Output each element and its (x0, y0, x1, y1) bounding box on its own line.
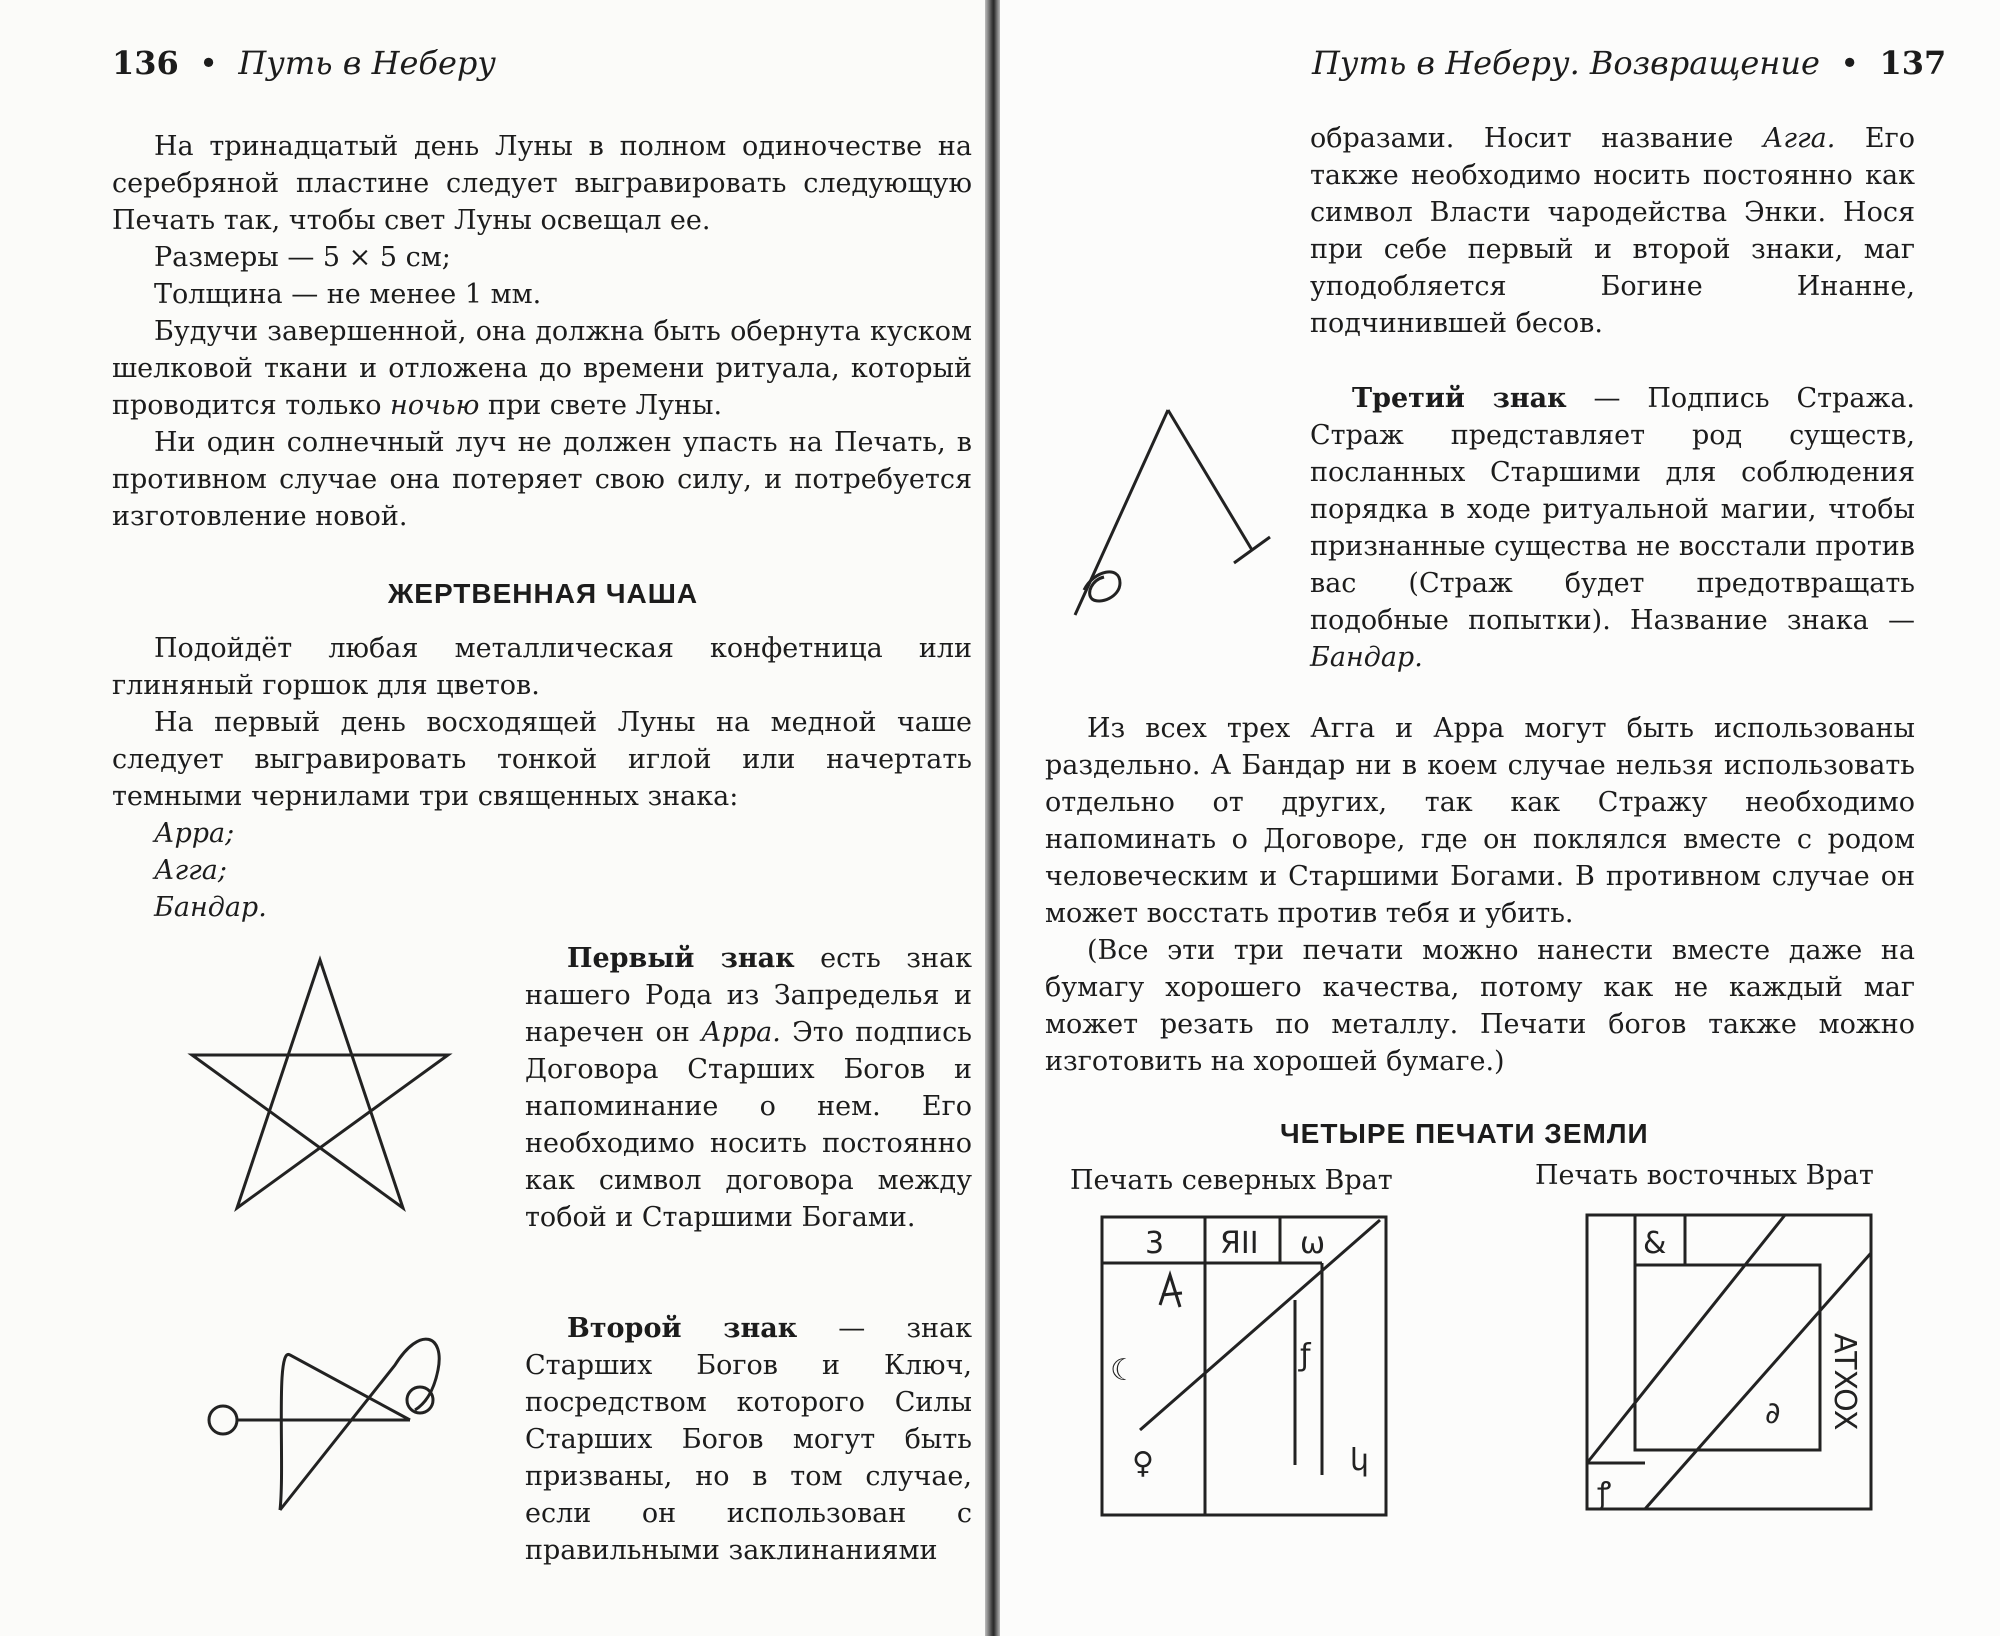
bowl-text (112, 630, 972, 926)
right-running-head: Путь в Неберу. Возвращение • 137 (1312, 44, 1947, 82)
svg-text:3: 3 (1145, 1226, 1165, 1261)
seal-north-caption: Печать северных Врат (1070, 1165, 1393, 1196)
pentagram-icon (190, 955, 460, 1215)
paragraph: (Все эти три печати можно нанести вместе даже на бумагу хорошего качества, потому как не каждый маг может резать по металлу. Печати богов также можно изготовить на хорошей бумаге.) (1045, 935, 1915, 1077)
closing-text (1045, 710, 1915, 1080)
north-gate-seal-icon (1100, 1215, 1390, 1520)
svg-text:ꝭ: ꝭ (1597, 1476, 1612, 1511)
right-page (1000, 0, 2000, 1636)
left-running-head: 136 • Путь в Неберу (112, 44, 496, 82)
book-gutter (985, 0, 1001, 1636)
svg-text:ATXOX: ATXOX (1827, 1333, 1862, 1431)
paragraph: На первый день восходящей Луны на медной чаше следует выгравировать тонкой иглой или начертать темными чернилами три священных знака: (112, 707, 972, 812)
paragraph: Подойдёт любая металлическая конфетница или глиняный горшок для цветов. (112, 633, 972, 701)
thickness-line: Толщина — не менее 1 мм. (154, 279, 542, 310)
running-title: Путь в Неберу (238, 44, 496, 82)
paragraph: Будучи завершенной, она должна быть обернута куском шелковой ткани и отложена до времени ритуала, который проводится только ночью при свете Луны. (112, 316, 972, 421)
second-sign-text: Второй знак — знак Старших Богов и Ключ, посредством которого Силы Старших Богов могут быть призваны, но в том случае, если он использован с правильными заклинаниями (525, 1313, 973, 1566)
guardian-sign-icon (1072, 405, 1292, 625)
first-sign-text: Первый знак есть знак нашего Рода из Запределья и наречен он Арра. Это подпись Договора Старших Богов и напоминание о нем. Его необходимо носить постоянно как символ договора между тобой и Старшими Богами. (525, 943, 972, 1233)
seal-east-caption: Печать восточных Врат (1535, 1160, 1874, 1191)
sign-list-item: Бандар. (154, 892, 267, 923)
svg-text:♀: ♀ (1132, 1446, 1154, 1481)
svg-text:∂: ∂ (1765, 1396, 1781, 1431)
svg-text:ω: ω (1300, 1226, 1326, 1261)
east-gate-seal-icon (1585, 1213, 1875, 1513)
third-sign-text: Третий знак — Подпись Стража. Страж представляет род существ, посланных Старшими для соблюдения порядка в ходе ритуальной магии, чтобы признанные существа не восстали против вас (Страж будет предотвращать подобные попытки). Название знака — Бандар. (1310, 383, 1915, 673)
sign-list-item: Агга; (154, 855, 227, 886)
page-number: 137 (1879, 44, 1947, 82)
section-heading: ЖЕРТВЕННАЯ ЧАША (388, 578, 699, 609)
svg-text:&: & (1643, 1226, 1667, 1261)
intro-text (112, 128, 972, 535)
paragraph: Из всех трех Агга и Арра могут быть использованы раздельно. А Бандар ни в коем случае нельзя использовать отдельно от других, так как Стражу необходимо напоминать о Договоре, где он поклялся вместе с родом человеческим и Старшими Богами. В противном случае он может восстать против тебя и убить. (1045, 713, 1915, 929)
paragraph: На тринадцатый день Луны в полном одиночестве на серебряной пластине следует выгравировать следующую Печать так, чтобы свет Луны освещал ее. (112, 131, 972, 236)
continuation-text: образами. Носит название Агга. Его также необходимо носить постоянно как символ Власти чародейства Энки. Нося при себе первый и второй знаки, маг уподобляется Богине Инанне, подчинившей бесов. (1310, 123, 1915, 339)
size-line: Размеры — 5 × 5 см; (154, 242, 451, 273)
sign-list-item: Арра; (154, 818, 235, 849)
running-title: Путь в Неберу. Возвращение (1312, 44, 1820, 82)
svg-text:ЯII: ЯII (1220, 1226, 1259, 1261)
svg-text:կ: կ (1350, 1443, 1370, 1478)
paragraph: Ни один солнечный луч не должен упасть на Печать, в противном случае она потеряет свою силу, и потребуется изготовление новой. (112, 427, 972, 532)
left-page (0, 0, 990, 1636)
key-sign-icon (205, 1305, 455, 1525)
svg-text:ƒ: ƒ (1300, 1338, 1311, 1373)
section-heading: ЧЕТЫРЕ ПЕЧАТИ ЗЕМЛИ (1280, 1118, 1649, 1149)
svg-text:☾: ☾ (1110, 1353, 1137, 1388)
page-number: 136 (112, 44, 179, 82)
